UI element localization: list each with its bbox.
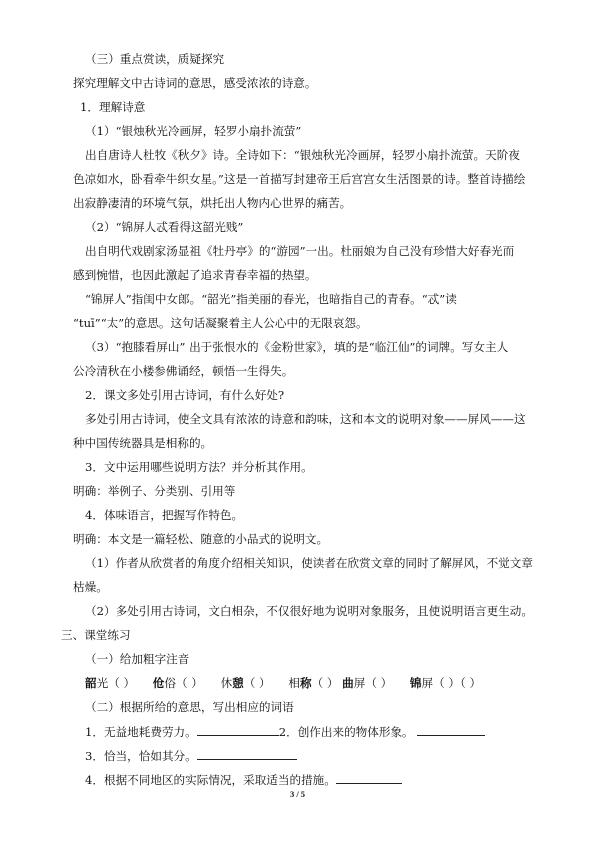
poem-heading: （2）“锦屏人忒看得这韶光贱” <box>85 220 244 234</box>
answer-blank[interactable]: （ ）（ ） <box>433 676 482 690</box>
paragraph-line: 种中国传统器具是相称的。 <box>73 436 213 450</box>
paragraph-line: 感到惋惜，也因此激起了追求青春幸福的热望。 <box>73 268 317 282</box>
pinyin-item: 相称（ ） <box>288 676 339 690</box>
paragraph-line: （1）作者从欣赏者的角度介绍相关知识，使读者在欣赏文章的同时了解屏风，不觉文章 <box>85 556 533 570</box>
poem-heading: （3）“抱膝看屏山” 出于张恨水的《金粉世家》，填的是“临江仙”的词牌。写女主人 <box>85 340 509 354</box>
answer-line-blank[interactable] <box>336 772 402 784</box>
answer-line-blank[interactable] <box>197 724 279 736</box>
vocab-question: 4．根据不同地区的实际情况，采取适当的措施。 <box>85 773 336 787</box>
question-line: 2．课文多处引用古诗词，有什么好处? <box>85 388 285 402</box>
section-heading: 三、课堂练习 <box>61 628 131 642</box>
vocab-question-row <box>85 772 402 788</box>
vocab-question: 3．恰当，恰如其分。 <box>85 749 197 763</box>
pinyin-item: 锦屏（ ）（ ） <box>409 676 482 690</box>
vocab-question-row <box>85 724 485 740</box>
paragraph-line: 枯燥。 <box>73 580 108 594</box>
paragraph-line: 色凉如水，卧看牵牛织女星。”这是一首描写封建帝王后宫宫女生活图景的诗。整首诗描绘 <box>73 172 526 186</box>
answer-blank[interactable]: （ ） <box>176 676 203 690</box>
answer-blank[interactable]: （ ） <box>243 676 271 690</box>
answer-blank[interactable]: （ ） <box>108 676 136 690</box>
exercise-heading: （一）给加粗字注音 <box>85 652 190 666</box>
question-line: 3．文中运用哪些说明方法？并分析其作用。 <box>85 460 313 474</box>
paragraph-line: 探究理解文中古诗词的意思，感受浓浓的诗意。 <box>73 76 317 90</box>
paragraph-line: 多处引用古诗词，使全文具有浓浓的诗意和韵味，这和本文的说明对象——屏风——这 <box>85 412 526 426</box>
pinyin-item: 休憩（ ） <box>220 676 271 690</box>
section-heading: （三）重点赏读，质疑探究 <box>85 52 225 66</box>
answer-line-blank[interactable] <box>417 724 485 736</box>
vocab-question-row <box>85 748 297 764</box>
answer-blank[interactable]: （ ） <box>365 676 393 690</box>
paragraph-line: 出寂静凄清的环境气氛，烘托出人物内心世界的痛苦。 <box>73 196 352 210</box>
question-line: 4．体味语言，把握写作特色。 <box>85 508 244 522</box>
paragraph-line: （2）多处引用古诗词，文白相杂，不仅很好地为说明对象服务，且使说明语言更生动。 <box>85 604 533 618</box>
exercise-heading: （二）根据所给的意思，写出相应的词语 <box>85 700 294 714</box>
answer-line: 明确：本文是一篇轻松、随意的小品式的说明文。 <box>73 532 329 546</box>
answer-line-blank[interactable] <box>197 748 297 760</box>
paragraph-line: 出自明代戏剧家汤显祖《牡丹亭》的“游园”一出。杜丽娘为自己没有珍惜大好春光而 <box>85 244 515 258</box>
pinyin-item: 曲屏（ ） <box>342 676 393 690</box>
paragraph-line: 公冷清秋在小楼参佛诵经，顿悟一生得失。 <box>73 364 294 378</box>
vocab-question: 1．无益地耗费劳力。 <box>85 725 197 739</box>
pinyin-exercise-row <box>85 676 481 691</box>
paragraph-line: “tuī”“太”的意思。这句话凝聚着主人公心中的无限哀怨。 <box>73 316 368 330</box>
pinyin-item: 韶光（ ） <box>85 676 136 690</box>
paragraph-line: 出自唐诗人杜牧《秋夕》诗。全诗如下：“银烛秋光冷画屏，轻罗小扇扑流萤。天阶夜 <box>85 148 520 162</box>
answer-blank[interactable]: （ ） <box>311 676 339 690</box>
paragraph-line: “锦屏人”指闺中女郎。“韶光”指美丽的春光，也暗指自己的青春。“忒”读 <box>85 292 457 306</box>
page-number: 3 / 5 <box>289 789 306 799</box>
poem-heading: （1）“银烛秋光冷画屏，轻罗小扇扑流萤” <box>85 124 302 138</box>
subheading: 1．理解诗意 <box>80 100 146 114</box>
vocab-question: 2．创作出来的物体形象。 <box>278 725 414 739</box>
answer-line: 明确：举例子、分类别、引用等 <box>73 484 236 498</box>
pinyin-item: 伧俗（ ） <box>152 676 203 690</box>
